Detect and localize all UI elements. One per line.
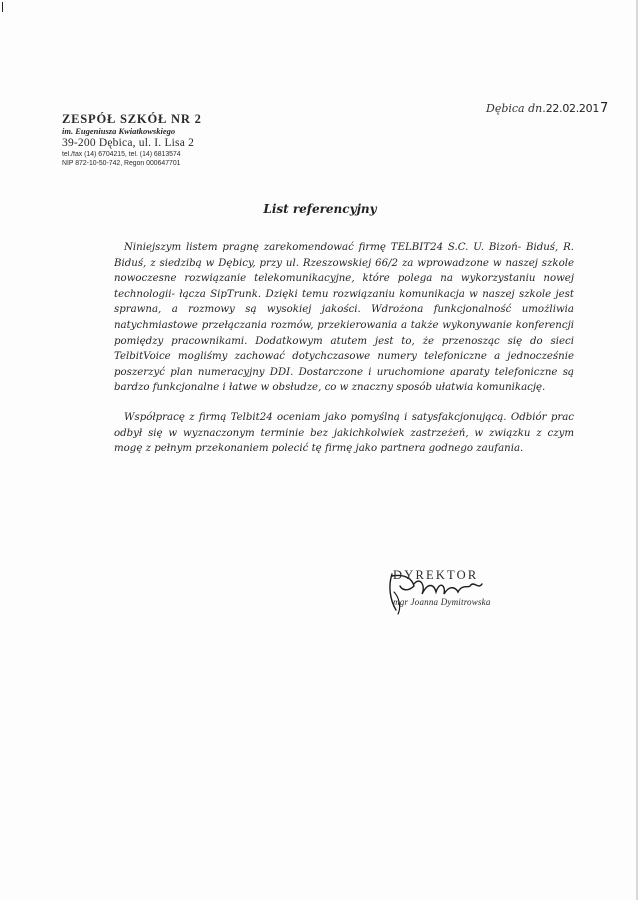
school-address: 39-200 Dębica, ul. I. Lisa 2 <box>62 137 195 149</box>
scan-edge-mark <box>2 2 3 12</box>
signatory-name: mgr Joanna Dymitrowska <box>393 597 491 607</box>
body-paragraph-2: Współpracę z firmą Telbit24 oceniam jako pomyślną i satysfakcjonującą. Odbiór prac odbył się w wyznaczonym terminie bez jakichkolwiek zastrzeżeń, w związku z czym mogę z pełnym przekonaniem polecić tę firmę jako partnera godnego zaufania. <box>114 411 574 455</box>
school-name: ZESPÓŁ SZKÓŁ NR 2 <box>62 112 202 126</box>
school-registry: NIP 872-10-50-742, Regon 000647701 <box>62 160 181 167</box>
letter-body <box>114 240 574 457</box>
date-handwritten: 22.02.201 <box>545 102 600 115</box>
letter-title: List referencyjny <box>263 202 377 216</box>
date-prefix: Dębica dn. <box>486 102 546 115</box>
signature-stamp <box>393 568 523 607</box>
school-patron: im. Eugeniusza Kwiatkowskiego <box>62 126 176 136</box>
scan-edge-shadow <box>636 0 638 900</box>
signatory-role: DYREKTOR <box>393 568 479 582</box>
body-paragraph-1: Niniejszym listem pragnę zarekomendować firmę TELBIT24 S.C. U. Bizoń- Biduś, R. Biduś, z siedzibą w Dębicy, przy ul. Rzeszowskiej 66/2 za wprowadzone w naszej szkole nowoczesne rozwiązanie telekomunikacyjne, które polega na wykorzystaniu nowej technologii- łącza SipTrunk. Dzięki temu rozwiązaniu komunikacja w naszej szkole jest sprawna, a rozmowy są wysokiej jakości. Wdrożona funkcjonalność umożliwia natychmiastowe przełączania rozmów, przekierowania a także wykonywanie konferencji pomiędzy pracownikami. Dodatkowym atutem jest to, że przenosząc się do sieci TelbitVoice mogliśmy zachować dotychczasowe numery telefoniczne a jednocześnie poszerzyć plan numeracyjny DDI. Dostarczone i uruchomione aparaty telefoniczne są bardzo funkcjonalne i łatwe w obsłudze, co w znaczny sposób ułatwia komunikację. <box>114 242 574 394</box>
school-phones: tel./fax (14) 6704215, tel. (14) 6813574 <box>62 151 181 158</box>
letter-date <box>486 101 608 116</box>
school-stamp <box>62 112 212 168</box>
date-handwritten-end: 7 <box>600 101 609 116</box>
